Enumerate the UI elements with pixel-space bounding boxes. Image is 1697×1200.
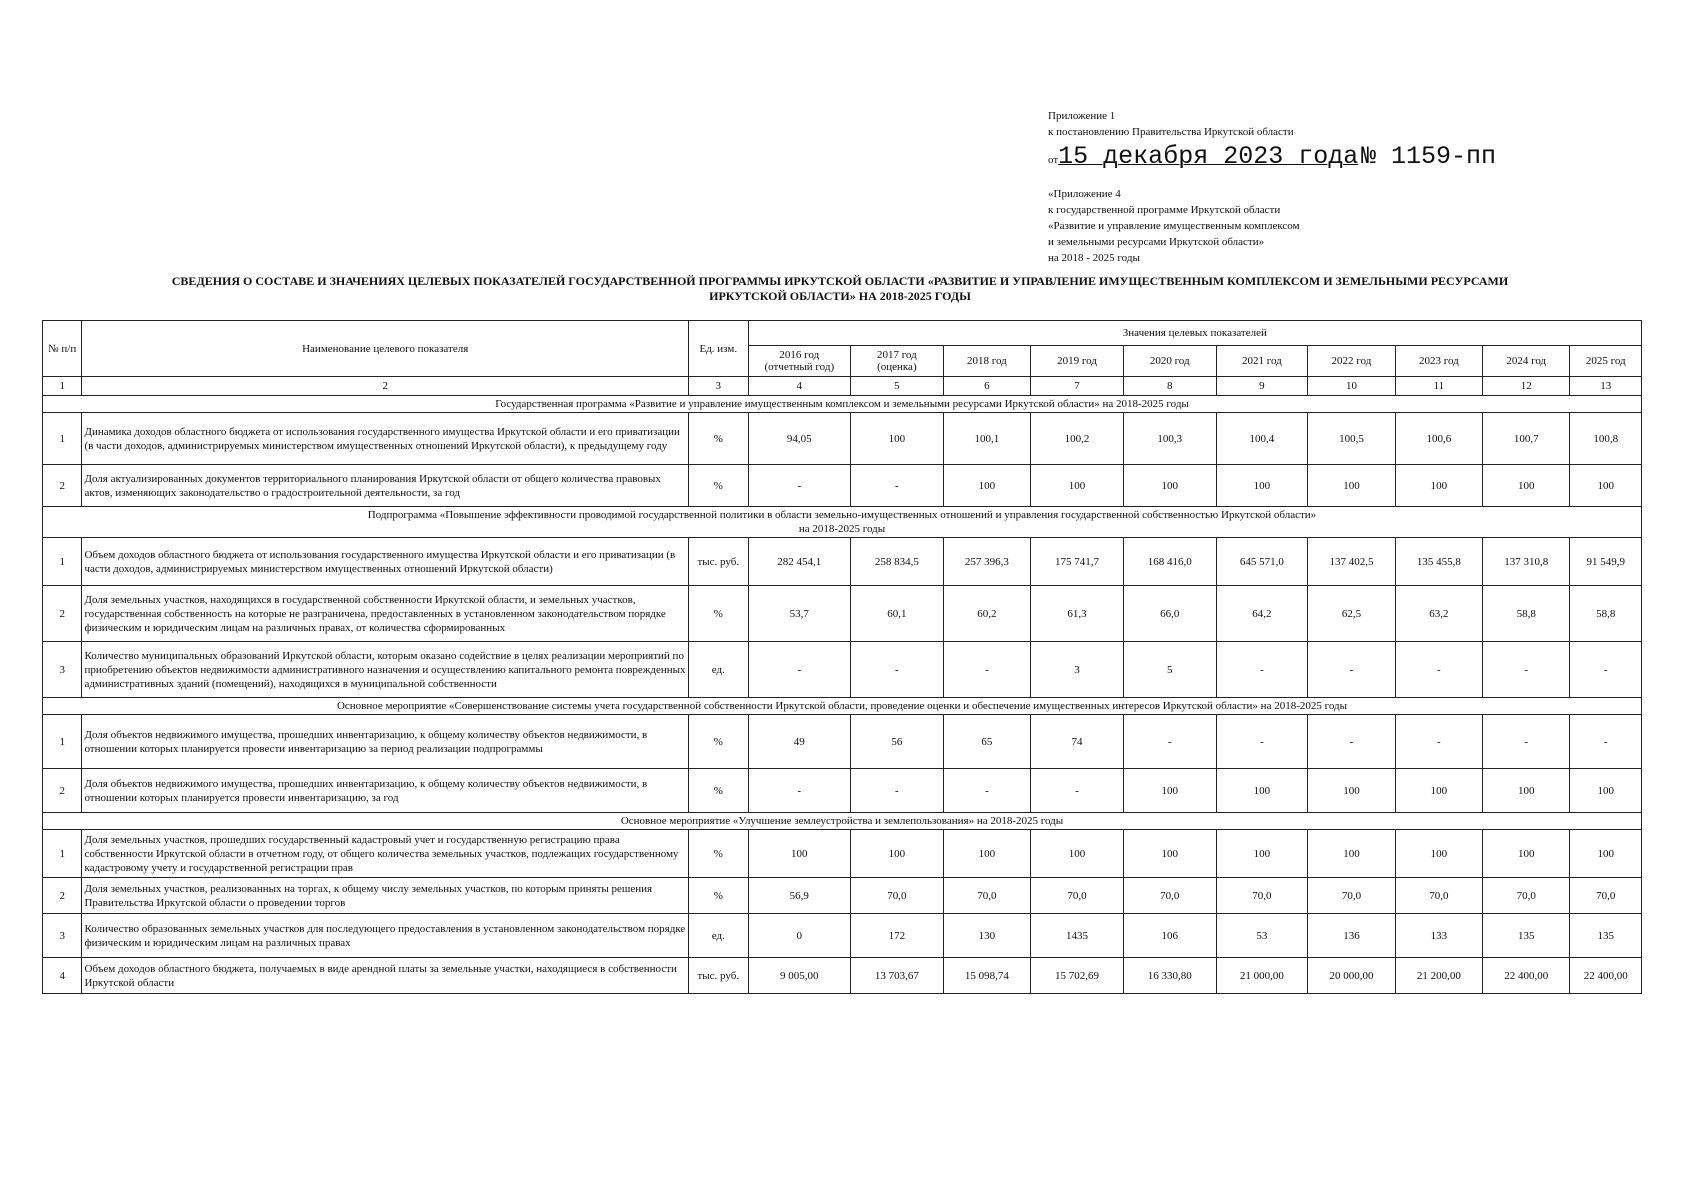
indicator-unit: ед.: [688, 914, 748, 958]
indicator-value: 100: [1308, 465, 1395, 507]
indicator-value: -: [1216, 642, 1308, 698]
section-title-line: Основное мероприятие «Совершенствование системы учета государственной собственности Иркутской области, проведение оценки и обеспечение имущественных интересов Иркутской области» на 2018-2025 годы: [336, 700, 1348, 712]
table-row: [43, 715, 1642, 769]
resolution-number: № 1159-пп: [1360, 142, 1497, 171]
indicator-name: Динамика доходов областного бюджета от использования государственного имущества Иркутской области и его приватизации (в части доходов, администрируемых министерством имущественных отношений Иркутской области), к предыдущему году: [82, 413, 689, 465]
header-year-label: 2023 год: [1418, 355, 1459, 367]
indicator-value: 100,8: [1570, 413, 1642, 465]
row-number: 1: [43, 830, 82, 878]
indicator-unit: %: [688, 769, 748, 813]
table-row: [43, 830, 1642, 878]
annex-4-line: на 2018 - 2025 годы: [1048, 252, 1140, 264]
annex-4-line: и земельными ресурсами Иркутской области»: [1048, 236, 1265, 248]
indicator-value: 49: [748, 715, 850, 769]
header-name: Наименование целевого показателя: [82, 321, 689, 377]
target-indicators-table: [42, 320, 1642, 994]
header-year: [943, 346, 1030, 377]
indicator-unit: %: [688, 715, 748, 769]
header-year-label: (отчетный год): [764, 361, 835, 373]
indicator-value: 100: [1483, 769, 1570, 813]
indicator-value: 135: [1570, 914, 1642, 958]
annex-4-line: «Приложение 4: [1048, 188, 1121, 200]
indicator-value: 100: [1483, 465, 1570, 507]
indicator-value: -: [1570, 642, 1642, 698]
section-row: [43, 507, 1642, 538]
indicator-value: -: [1308, 715, 1395, 769]
indicator-value: -: [850, 465, 943, 507]
indicator-value: 100: [1483, 830, 1570, 878]
section-title: [43, 507, 1642, 538]
table-row: [43, 642, 1642, 698]
indicator-value: 645 571,0: [1216, 538, 1308, 586]
resolution-date: 15 декабря 2023 года: [1058, 142, 1359, 171]
indicator-value: 64,2: [1216, 586, 1308, 642]
column-number: 6: [943, 377, 1030, 396]
column-number: 2: [82, 377, 689, 396]
document-title-line1: СВЕДЕНИЯ О СОСТАВЕ И ЗНАЧЕНИЯХ ЦЕЛЕВЫХ ПОКАЗАТЕЛЕЙ ГОСУДАРСТВЕННОЙ ПРОГРАММЫ ИРКУТСКОЙ ОБЛАСТИ «РАЗВИТИЕ И УПРАВЛЕНИЕ ИМУЩЕСТВЕННЫМ КОМПЛЕКСОМ И ЗЕМЕЛЬНЫМИ РЕСУРСАМИ: [171, 274, 1509, 288]
header-year-label: 2024 год: [1506, 355, 1547, 367]
indicator-value: 56,9: [748, 878, 850, 914]
section-row: [43, 813, 1642, 830]
indicator-value: 70,0: [1570, 878, 1642, 914]
annex-4-header: [1048, 186, 1300, 266]
table-row: [43, 465, 1642, 507]
indicator-value: -: [1395, 715, 1482, 769]
indicator-value: 58,8: [1483, 586, 1570, 642]
indicator-value: 20 000,00: [1308, 958, 1395, 994]
indicator-value: 13 703,67: [850, 958, 943, 994]
section-title-line: Основное мероприятие «Улучшение землеустройства и землепользования» на 2018-2025 годы: [620, 815, 1064, 827]
indicator-value: 100: [1123, 465, 1216, 507]
indicator-name: Доля земельных участков, находящихся в государственной собственности Иркутской области, и земельных участков, государственная собственность на которые не разграничена, предоставленных в установленном законодательством порядке физическим и юридическим лицам на различных правах, от количества сформированных: [82, 586, 689, 642]
header-unit: Ед. изм.: [688, 321, 748, 377]
table-row: [43, 914, 1642, 958]
row-number: 1: [43, 715, 82, 769]
document-title-line2: ИРКУТСКОЙ ОБЛАСТИ» НА 2018-2025 ГОДЫ: [709, 289, 971, 303]
indicator-name: Объем доходов областного бюджета от использования государственного имущества Иркутской области и его приватизации (в части доходов, администрируемых министерством имущественных отношений Иркутской области): [82, 538, 689, 586]
indicator-value: -: [1216, 715, 1308, 769]
date-prefix: от: [1048, 154, 1059, 166]
indicator-value: 100,6: [1395, 413, 1482, 465]
indicator-unit: %: [688, 465, 748, 507]
indicator-value: 70,0: [1395, 878, 1482, 914]
header-year: [1216, 346, 1308, 377]
row-number: 2: [43, 465, 82, 507]
header-year: [850, 346, 943, 377]
header-year-label: 2017 год: [876, 349, 917, 361]
column-number: 8: [1123, 377, 1216, 396]
indicator-value: 100: [1395, 769, 1482, 813]
indicator-name: Доля объектов недвижимого имущества, прошедших инвентаризацию, к общему количеству объектов недвижимости, в отношении которых планируется провести инвентаризацию за период реализации подпрограммы: [82, 715, 689, 769]
header-year-label: 2022 год: [1331, 355, 1372, 367]
section-title: [43, 698, 1642, 715]
indicator-unit: ед.: [688, 642, 748, 698]
indicator-value: 60,1: [850, 586, 943, 642]
indicator-value: 100,5: [1308, 413, 1395, 465]
indicator-value: 16 330,80: [1123, 958, 1216, 994]
indicator-value: 100: [1570, 769, 1642, 813]
indicator-value: 100,2: [1031, 413, 1124, 465]
indicator-value: 100,3: [1123, 413, 1216, 465]
indicator-value: 21 200,00: [1395, 958, 1482, 994]
indicator-value: 100: [943, 830, 1030, 878]
table-row: [43, 878, 1642, 914]
indicator-value: -: [748, 642, 850, 698]
column-number: 9: [1216, 377, 1308, 396]
indicator-unit: тыс. руб.: [688, 958, 748, 994]
indicator-value: 70,0: [1031, 878, 1124, 914]
indicator-value: 15 098,74: [943, 958, 1030, 994]
indicator-unit: тыс. руб.: [688, 538, 748, 586]
header-year-label: 2021 год: [1242, 355, 1282, 367]
indicator-value: -: [1308, 642, 1395, 698]
indicator-value: 22 400,00: [1570, 958, 1642, 994]
header-values-group: Значения целевых показателей: [748, 321, 1641, 346]
indicator-value: 3: [1031, 642, 1124, 698]
header-year-label: 2019 год: [1057, 355, 1097, 367]
indicator-value: 66,0: [1123, 586, 1216, 642]
indicator-value: 53,7: [748, 586, 850, 642]
annex-1-line2: к постановлению Правительства Иркутской области: [1048, 126, 1294, 138]
section-row: [43, 396, 1642, 413]
indicator-name: Доля земельных участков, прошедших государственный кадастровый учет и государственную регистрацию права собственности Иркутской области в отчетном году, от общего количества земельных участков, подлежащих государственному кадастровому учету и государственной регистрации прав: [82, 830, 689, 878]
table-row: [43, 958, 1642, 994]
indicator-value: 130: [943, 914, 1030, 958]
indicator-value: 100: [850, 413, 943, 465]
indicator-value: 100: [1308, 769, 1395, 813]
header-num: № п/п: [43, 321, 82, 377]
indicator-value: 168 416,0: [1123, 538, 1216, 586]
indicator-value: 15 702,69: [1031, 958, 1124, 994]
indicator-value: -: [748, 769, 850, 813]
indicator-value: 282 454,1: [748, 538, 850, 586]
row-number: 3: [43, 914, 82, 958]
indicator-value: -: [1395, 642, 1482, 698]
indicator-value: 136: [1308, 914, 1395, 958]
indicator-value: 100,4: [1216, 413, 1308, 465]
section-title-line: Государственная программа «Развитие и управление имущественным комплексом и земельными ресурсами Иркутской области» на 2018-2025 годы: [495, 398, 1189, 410]
header-year: [1308, 346, 1395, 377]
indicator-value: -: [850, 642, 943, 698]
indicator-value: -: [1483, 642, 1570, 698]
indicator-value: 70,0: [1483, 878, 1570, 914]
header-year: [1570, 346, 1642, 377]
indicator-value: 74: [1031, 715, 1124, 769]
indicator-value: 100: [1031, 830, 1124, 878]
indicator-name: Количество муниципальных образований Иркутской области, которым оказано содействие в целях реализации мероприятий по приобретению объектов недвижимости административного назначения и осуществлению капитального ремонта поврежденных административных зданий (помещений), находящихся в муниципальной собственности: [82, 642, 689, 698]
indicator-value: 133: [1395, 914, 1482, 958]
indicator-value: 100,1: [943, 413, 1030, 465]
section-title-line: на 2018-2025 годы: [798, 523, 886, 535]
indicator-value: 70,0: [850, 878, 943, 914]
column-number: 7: [1031, 377, 1124, 396]
indicator-value: 100,7: [1483, 413, 1570, 465]
indicator-value: 70,0: [943, 878, 1030, 914]
indicator-value: 63,2: [1395, 586, 1482, 642]
indicator-value: 106: [1123, 914, 1216, 958]
column-number: 1: [43, 377, 82, 396]
annex-1-line1: Приложение 1: [1048, 110, 1116, 122]
indicator-value: 100: [1216, 465, 1308, 507]
indicator-value: 100: [1395, 465, 1482, 507]
indicator-name: Объем доходов областного бюджета, получаемых в виде арендной платы за земельные участки, находящиеся в собственности Иркутской области: [82, 958, 689, 994]
row-number: 2: [43, 878, 82, 914]
indicator-value: 22 400,00: [1483, 958, 1570, 994]
row-number: 2: [43, 586, 82, 642]
indicator-value: 100: [1308, 830, 1395, 878]
indicator-value: -: [1123, 715, 1216, 769]
indicator-value: 21 000,00: [1216, 958, 1308, 994]
row-number: 1: [43, 413, 82, 465]
indicator-unit: %: [688, 830, 748, 878]
indicator-unit: %: [688, 413, 748, 465]
indicator-value: 5: [1123, 642, 1216, 698]
annex-1-header: [1048, 108, 1496, 174]
indicator-name: Количество образованных земельных участков для последующего предоставления в установленном законодательством порядке физическим и юридическим лицам на различных правах: [82, 914, 689, 958]
indicator-value: 91 549,9: [1570, 538, 1642, 586]
indicator-value: -: [943, 642, 1030, 698]
indicator-value: 100: [748, 830, 850, 878]
header-year-label: 2018 год: [967, 355, 1007, 367]
indicator-value: 1435: [1031, 914, 1124, 958]
indicator-value: -: [748, 465, 850, 507]
header-year: [1395, 346, 1482, 377]
indicator-value: 100: [1123, 830, 1216, 878]
indicator-value: 100: [1570, 465, 1642, 507]
table-row: [43, 538, 1642, 586]
indicator-value: 172: [850, 914, 943, 958]
indicator-value: 100: [1216, 830, 1308, 878]
indicator-value: 137 310,8: [1483, 538, 1570, 586]
indicator-value: 135 455,8: [1395, 538, 1482, 586]
indicator-value: 56: [850, 715, 943, 769]
indicator-value: 94,05: [748, 413, 850, 465]
indicator-value: -: [1483, 715, 1570, 769]
column-number: 3: [688, 377, 748, 396]
section-row: [43, 698, 1642, 715]
row-number: 3: [43, 642, 82, 698]
indicator-unit: %: [688, 878, 748, 914]
row-number: 1: [43, 538, 82, 586]
indicator-value: 137 402,5: [1308, 538, 1395, 586]
column-number: 5: [850, 377, 943, 396]
indicator-name: Доля земельных участков, реализованных на торгах, к общему числу земельных участков, по которым приняты решения Правительства Иркутской области о проведении торгов: [82, 878, 689, 914]
table-row: [43, 413, 1642, 465]
header-year-label: 2020 год: [1149, 355, 1190, 367]
header-year: [748, 346, 850, 377]
column-number: 4: [748, 377, 850, 396]
indicator-value: 62,5: [1308, 586, 1395, 642]
indicator-value: 175 741,7: [1031, 538, 1124, 586]
indicator-value: 70,0: [1216, 878, 1308, 914]
header-year: [1123, 346, 1216, 377]
indicator-value: 100: [1031, 465, 1124, 507]
indicator-value: 58,8: [1570, 586, 1642, 642]
table-row: [43, 769, 1642, 813]
column-number: 10: [1308, 377, 1395, 396]
indicator-value: 258 834,5: [850, 538, 943, 586]
indicator-value: 100: [1570, 830, 1642, 878]
indicator-name: Доля объектов недвижимого имущества, прошедших инвентаризацию, к общему количеству объектов недвижимости, в отношении которых планируется провести инвентаризацию, за год: [82, 769, 689, 813]
indicator-value: 100: [943, 465, 1030, 507]
indicator-value: 65: [943, 715, 1030, 769]
indicator-value: 70,0: [1123, 878, 1216, 914]
column-number: 13: [1570, 377, 1642, 396]
indicator-value: 0: [748, 914, 850, 958]
indicator-value: 60,2: [943, 586, 1030, 642]
header-year: [1483, 346, 1570, 377]
indicator-value: 100: [850, 830, 943, 878]
row-number: 4: [43, 958, 82, 994]
row-number: 2: [43, 769, 82, 813]
indicator-value: 61,3: [1031, 586, 1124, 642]
indicator-value: -: [850, 769, 943, 813]
indicator-value: -: [943, 769, 1030, 813]
section-title: [43, 813, 1642, 830]
column-number: 11: [1395, 377, 1482, 396]
indicator-value: -: [1031, 769, 1124, 813]
indicator-name: Доля актуализированных документов территориального планирования Иркутской области от общего количества правовых актов, изменяющих законодательство о градостроительной деятельности, за год: [82, 465, 689, 507]
indicator-value: 9 005,00: [748, 958, 850, 994]
column-number: 12: [1483, 377, 1570, 396]
indicator-value: -: [1570, 715, 1642, 769]
indicator-value: 70,0: [1308, 878, 1395, 914]
table-row: [43, 586, 1642, 642]
annex-4-line: «Развитие и управление имущественным комплексом: [1048, 220, 1300, 232]
section-title-line: Подпрограмма «Повышение эффективности проводимой государственной политики в области земельно-имущественных отношений и управления государственной собственностью Иркутской области»: [367, 509, 1317, 521]
header-year: [1031, 346, 1124, 377]
section-title: [43, 396, 1642, 413]
header-year-label: 2016 год: [779, 349, 820, 361]
header-year-label: 2025 год: [1585, 355, 1626, 367]
annex-4-line: к государственной программе Иркутской области: [1048, 204, 1281, 216]
document-title: [40, 274, 1640, 304]
indicator-value: 100: [1395, 830, 1482, 878]
header-year-label: (оценка): [877, 361, 917, 373]
indicator-value: 135: [1483, 914, 1570, 958]
indicator-unit: %: [688, 586, 748, 642]
indicator-value: 53: [1216, 914, 1308, 958]
indicator-value: 100: [1216, 769, 1308, 813]
resolution-date-number: [1048, 140, 1496, 174]
indicator-value: 257 396,3: [943, 538, 1030, 586]
indicator-value: 100: [1123, 769, 1216, 813]
